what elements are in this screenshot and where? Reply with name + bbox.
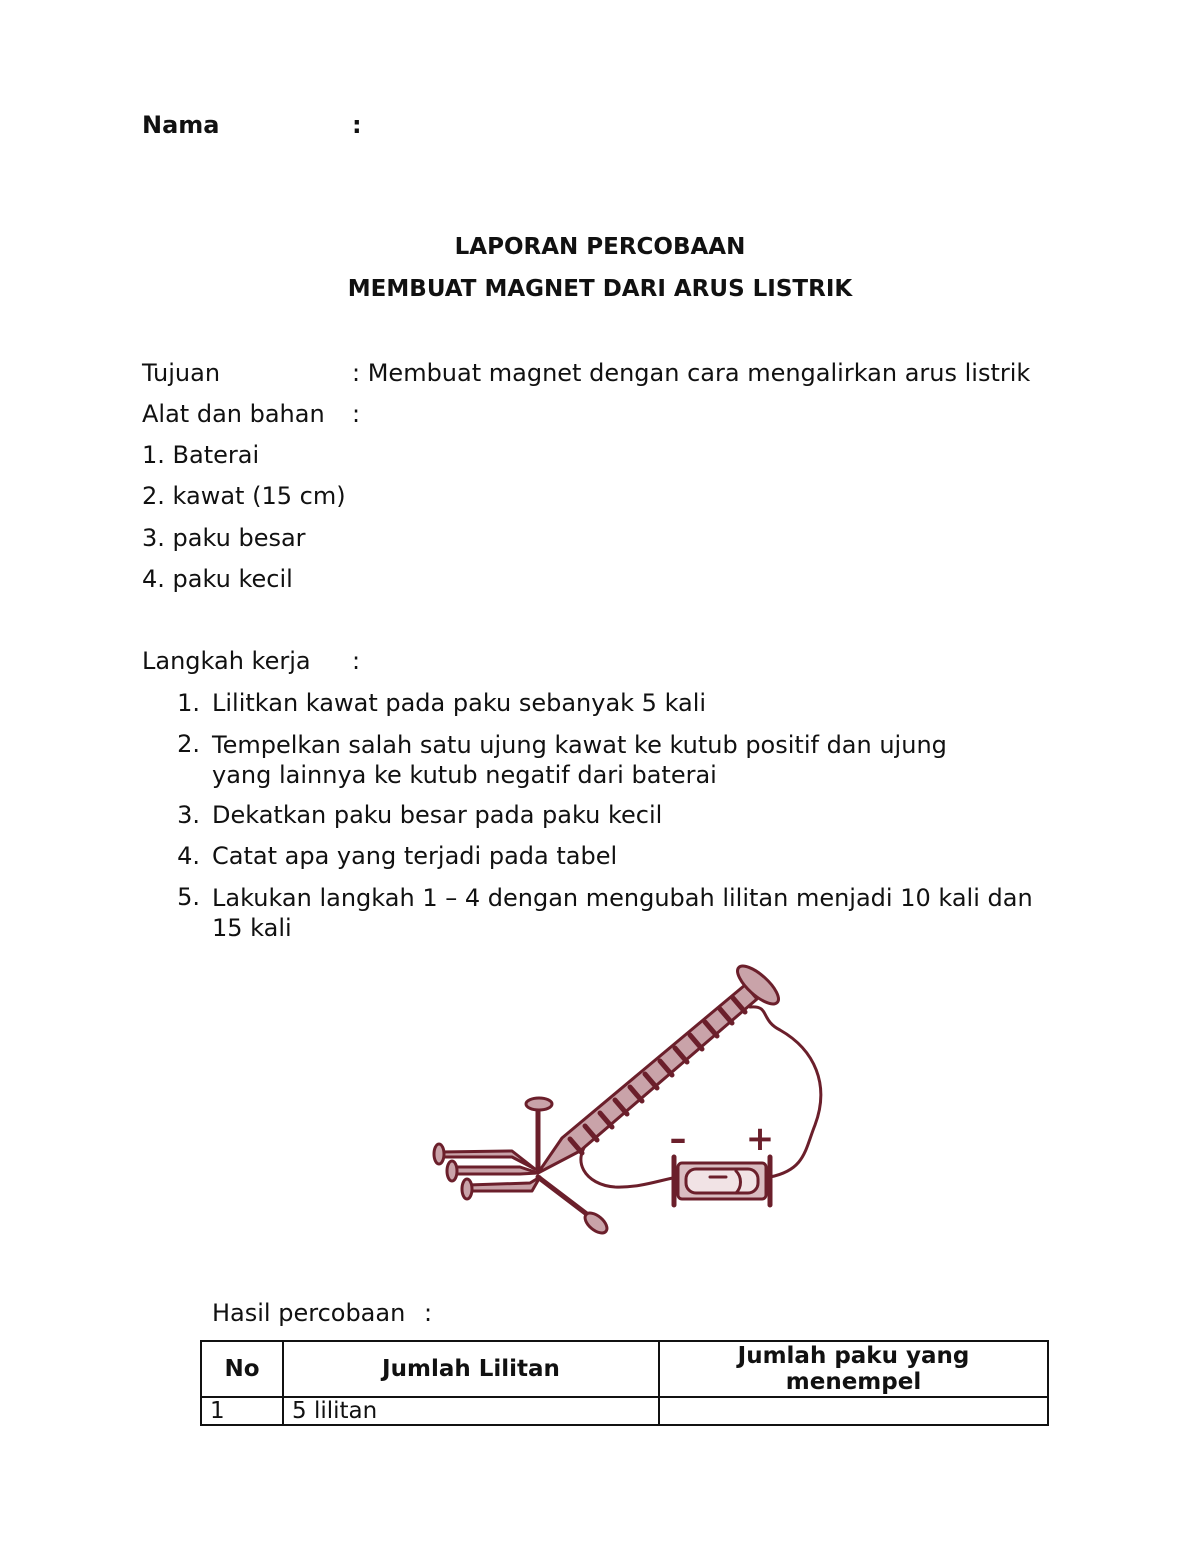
hasil-colon: : (424, 1299, 433, 1327)
plus-sign: + (745, 1119, 775, 1159)
step-number: 3. (177, 801, 200, 829)
langkah-colon: : (352, 647, 361, 675)
cell-no: 1 (201, 1397, 283, 1425)
alat-item: 2. kawat (15 cm) (142, 482, 346, 510)
small-nail-icon (538, 1177, 588, 1215)
step-item (170, 842, 1070, 870)
header-jumlah-paku: Jumlah paku yang menempel (659, 1341, 1048, 1397)
tujuan-value: : Membuat magnet dengan cara mengalirkan arus listrik (352, 359, 1031, 387)
battery-icon (674, 1157, 770, 1205)
wire-negative (581, 1140, 678, 1187)
step-number: 5. (177, 883, 200, 911)
step-item (170, 801, 1070, 829)
step-text: Lakukan langkah 1 – 4 dengan mengubah lilitan menjadi 10 kali dan 15 kali (212, 884, 1033, 942)
name-label: Nama (142, 111, 220, 139)
report-title: LAPORAN PERCOBAAN (454, 234, 746, 260)
electromagnet-illustration (420, 955, 840, 1245)
result-table (200, 1340, 1049, 1426)
step-number: 1. (177, 689, 200, 717)
report-subtitle: MEMBUAT MAGNET DARI ARUS LISTRIK (347, 276, 853, 302)
alat-label: Alat dan bahan (142, 400, 325, 428)
table-row (201, 1397, 1048, 1425)
step-item (170, 730, 1070, 788)
alat-item: 1. Baterai (142, 441, 260, 469)
tujuan-label: Tujuan (142, 359, 221, 387)
step-item (170, 689, 1070, 717)
step-number: 4. (177, 842, 200, 870)
alat-item: 3. paku besar (142, 524, 306, 552)
alat-colon: : (352, 400, 361, 428)
alat-item: 4. paku kecil (142, 565, 293, 593)
cell-lilitan: 5 lilitan (283, 1397, 659, 1425)
step-text: Lilitkan kawat pada paku sebanyak 5 kali (212, 689, 707, 717)
cell-paku[interactable] (659, 1397, 1048, 1425)
langkah-label: Langkah kerja (142, 647, 311, 675)
step-text: Dekatkan paku besar pada paku kecil (212, 801, 663, 829)
minus-sign: – (669, 1119, 687, 1159)
small-nail-icon (453, 1167, 538, 1174)
table-header-row (201, 1341, 1048, 1397)
step-text: Tempelkan salah satu ujung kawat ke kutub positif dan ujung yang lainnya ke kutub negatif dari baterai (212, 731, 947, 789)
header-no: No (201, 1341, 283, 1397)
hasil-label: Hasil percobaan (212, 1299, 406, 1327)
step-item (170, 883, 1070, 941)
name-colon: : (352, 111, 362, 139)
step-number: 2. (177, 730, 200, 758)
header-jumlah-lilitan: Jumlah Lilitan (283, 1341, 659, 1397)
small-nail-icon (468, 1177, 540, 1191)
step-text: Catat apa yang terjadi pada tabel (212, 842, 618, 870)
